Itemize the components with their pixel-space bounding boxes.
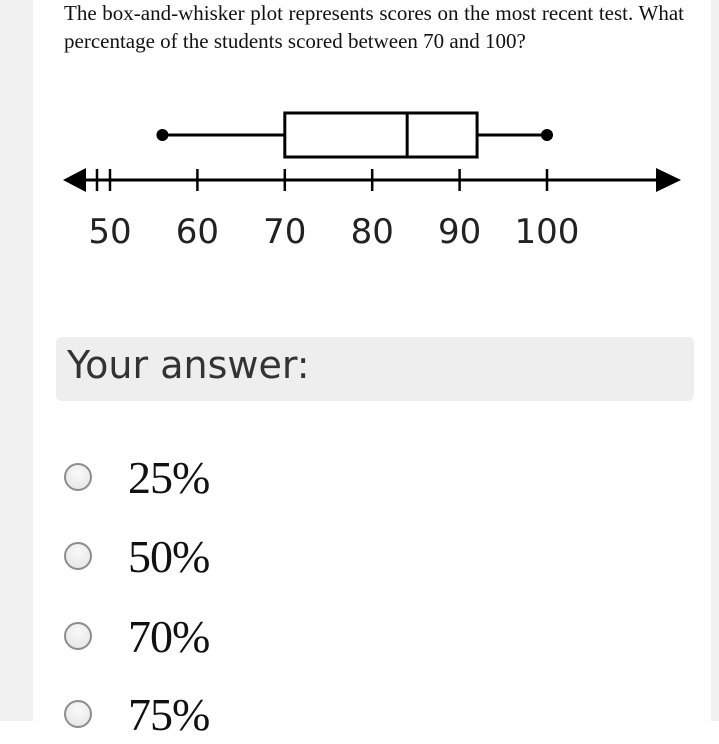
tick-label: 100 (514, 212, 580, 252)
box-plot-chart (0, 0, 719, 300)
interquartile-box (285, 113, 477, 157)
option-75-percent[interactable] (64, 684, 564, 744)
box-plot (156, 113, 553, 157)
tick-label: 50 (88, 212, 132, 252)
maximum-point (541, 129, 553, 141)
option-70-percent[interactable] (64, 606, 564, 666)
option-label: 50% (128, 530, 210, 582)
radio-button-icon[interactable] (64, 542, 92, 570)
option-label: 75% (128, 688, 210, 740)
radio-button-icon[interactable] (64, 622, 92, 650)
left-arrowhead (63, 168, 86, 192)
tick-label: 90 (437, 212, 482, 252)
axis-tick-labels (88, 212, 579, 252)
radio-button-icon[interactable] (64, 463, 92, 491)
option-label: 25% (128, 451, 210, 503)
option-50-percent[interactable] (64, 526, 564, 586)
tick-label: 80 (350, 212, 394, 252)
radio-button-icon[interactable] (64, 700, 92, 728)
tick-label: 60 (175, 212, 220, 252)
answer-box (56, 337, 694, 401)
option-25-percent[interactable] (64, 447, 564, 507)
option-label: 70% (128, 610, 210, 662)
question-text: The box-and-whisker plot represents scores on the most recent test. What percentage of the students scored between 70 and 100? (64, 1, 684, 53)
right-arrowhead (656, 168, 681, 192)
answer-label: Your answer: (67, 343, 310, 387)
tick-label: 70 (263, 212, 307, 252)
minimum-point (156, 129, 168, 141)
